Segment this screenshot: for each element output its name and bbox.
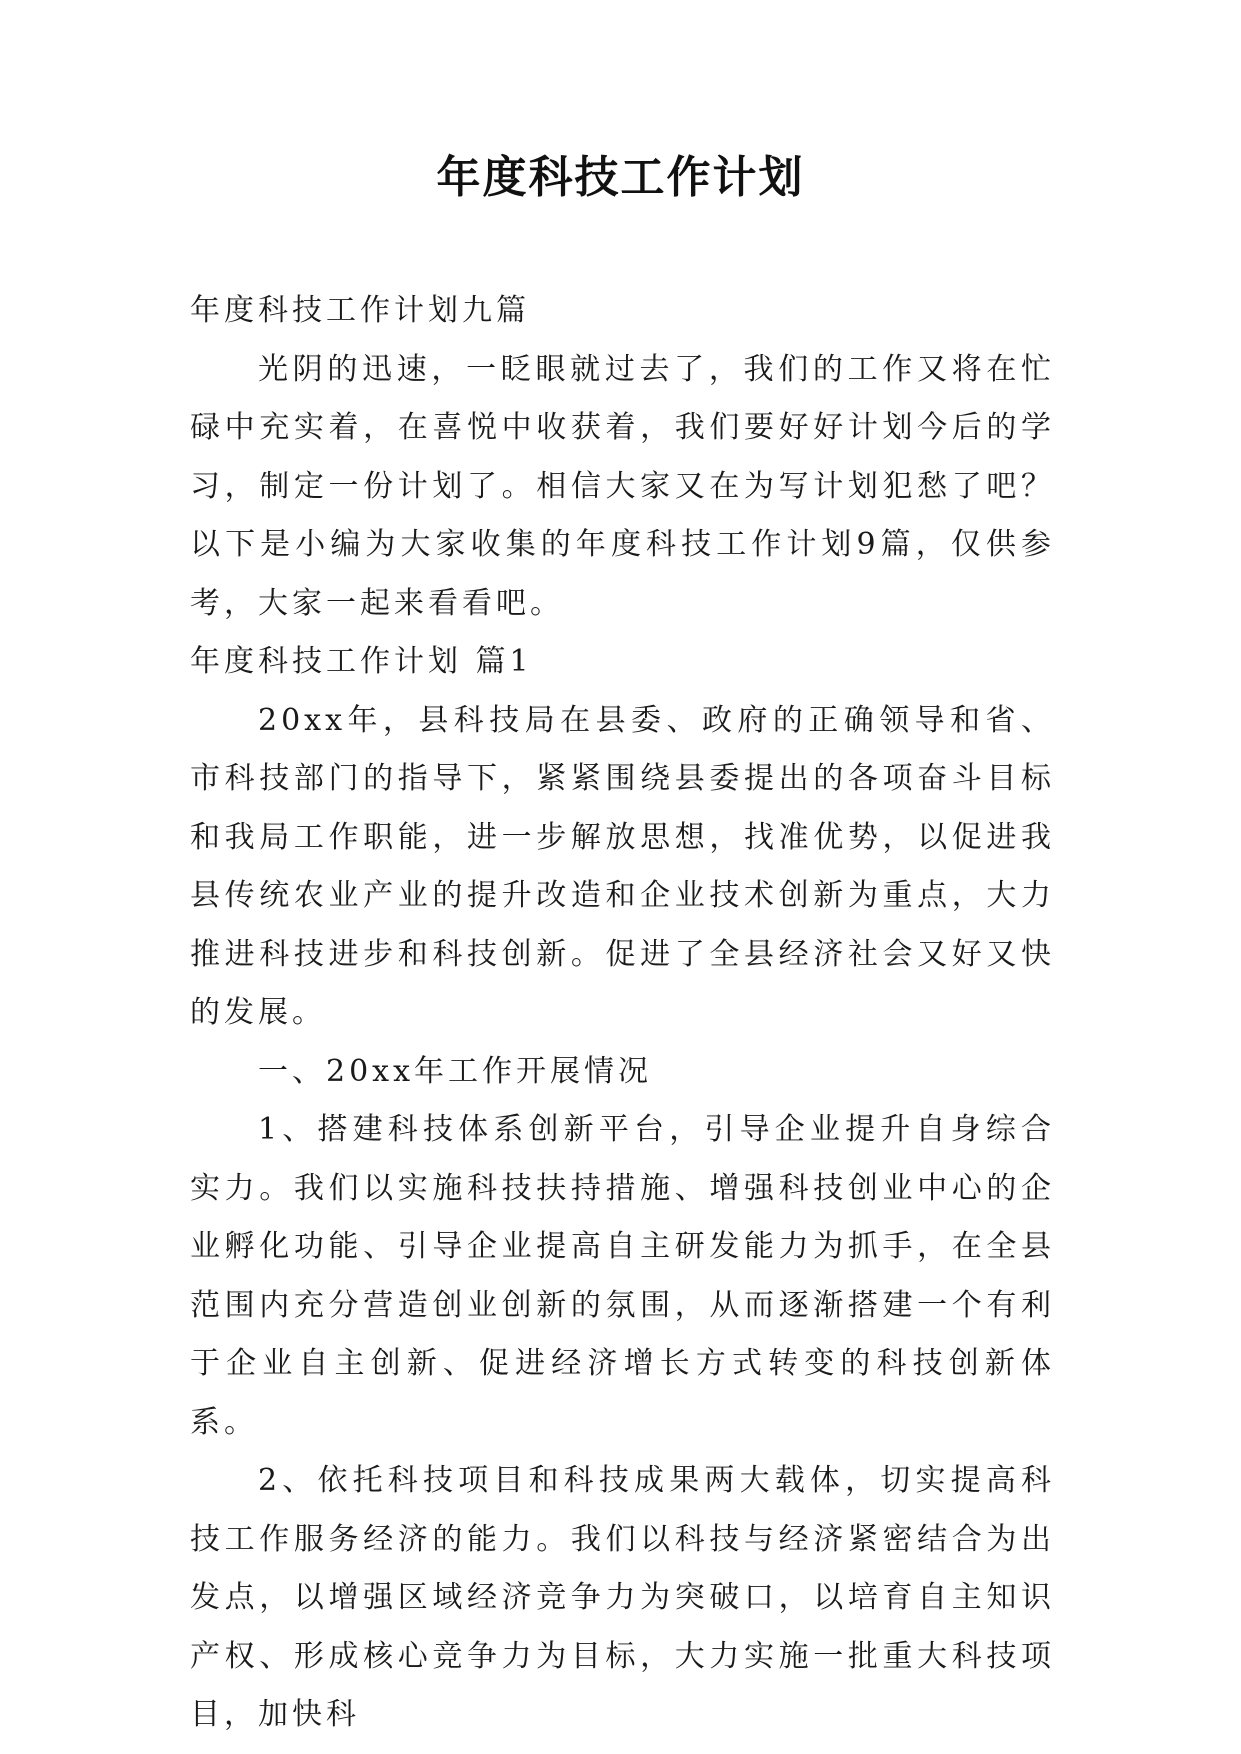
paragraph-item-1: 1、搭建科技体系创新平台，引导企业提升自身综合实力。我们以实施科技扶持措施、增强科技创业中心的企业孵化功能、引导企业提高自主研发能力为抓手，在全县范围内充分营造创业创新的氛围，从而逐渐搭建一个有利于企业自主创新、促进经济增长方式转变的科技创新体系。 bbox=[190, 1112, 1055, 1440]
intro-paragraph: 光阴的迅速，一眨眼就过去了，我们的工作又将在忙碌中充实着，在喜悦中收获着，我们要好好计划今后的学习，制定一份计划了。相信大家又在为写计划犯愁了吧？以下是小编为大家收集的年度科技工作计划9篇，仅供参考，大家一起来看看吧。 bbox=[190, 351, 1055, 621]
subheading-work-status: 一、20xx年工作开展情况 bbox=[258, 1053, 653, 1089]
paragraph-overview: 20xx年，县科技局在县委、政府的正确领导和省、市科技部门的指导下，紧紧围绕县委提出的各项奋斗目标和我局工作职能，进一步解放思想，找准优势，以促进我县传统农业产业的提升改造和企业技术创新为重点，大力推进科技进步和科技创新。促进了全县经济社会又好又快的发展。 bbox=[190, 702, 1055, 1030]
document-title: 年度科技工作计划 bbox=[436, 152, 805, 203]
document-body bbox=[190, 282, 1055, 1745]
section-heading-1: 年度科技工作计划 篇1 bbox=[190, 644, 533, 679]
subtitle-line: 年度科技工作计划九篇 bbox=[190, 293, 530, 328]
paragraph-item-2: 2、依托科技项目和科技成果两大载体，切实提高科技工作服务经济的能力。我们以科技与经济紧密结合为出发点，以增强区域经济竞争力为突破口，以培育自主知识产权、形成核心竞争力为目标，大力实施一批重大科技项目，加快科 bbox=[190, 1463, 1055, 1732]
